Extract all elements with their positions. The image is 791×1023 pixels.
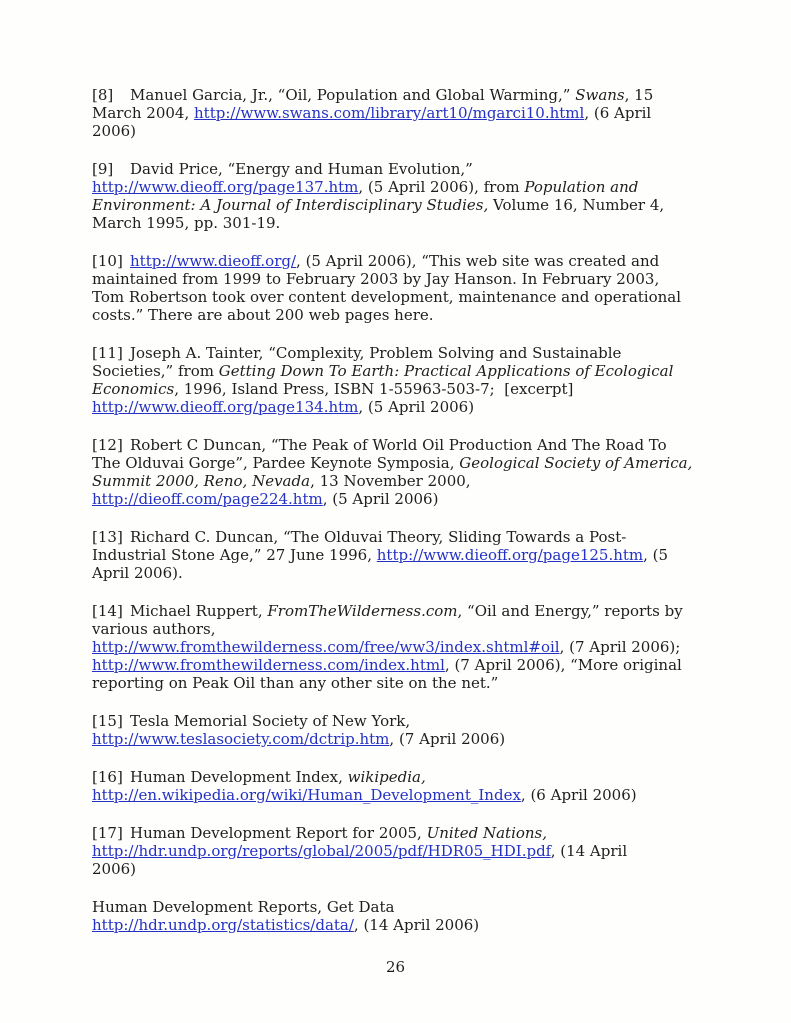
body-text: , (5 April 2006) (358, 398, 475, 416)
reference-line (92, 768, 751, 786)
italic-text: Environment: A Journal of Interdisciplinary Studies, (92, 196, 489, 214)
body-text: Industrial Stone Age,” 27 June 1996, (92, 546, 377, 564)
reference-line (92, 842, 751, 860)
body-text: various authors, (92, 620, 216, 638)
body-text: Human Development Reports, Get Data (92, 898, 395, 916)
body-text: , (6 April (584, 104, 652, 122)
reference-entry (92, 436, 751, 508)
reference-entry (92, 768, 751, 804)
reference-link[interactable]: http://www.dieoff.org/ (130, 252, 297, 270)
body-text: Robert C Duncan, “The Peak of World Oil Production And The Road To (130, 436, 667, 454)
body-text: , 13 November 2000, (310, 472, 471, 490)
body-text: Tom Robertson took over content development, maintenance and operational (92, 288, 682, 306)
body-text: , 1996, Island Press, ISBN 1-55963-503-7; [excerpt] (174, 380, 574, 398)
reference-entry (92, 252, 751, 324)
reference-number: [10] (92, 252, 123, 270)
page-number: 26 (385, 958, 406, 976)
body-text: Volume 16, Number 4, (488, 196, 665, 214)
reference-line (92, 602, 751, 620)
italic-text: Population and (524, 178, 639, 196)
reference-line (92, 436, 751, 454)
reference-line (92, 252, 751, 270)
reference-line (92, 824, 751, 842)
reference-link[interactable]: http://dieoff.com/page224.htm (92, 490, 323, 508)
reference-line (92, 656, 751, 674)
reference-entry (92, 824, 751, 878)
body-text: 2006) (92, 122, 137, 140)
reference-number: [12] (92, 436, 123, 454)
body-text: Manuel Garcia, Jr., “Oil, Population and Global Warming,” (130, 86, 576, 104)
reference-line (92, 362, 751, 380)
body-text: , (5 April 2006), from (358, 178, 525, 196)
body-text: , (6 April 2006) (520, 786, 637, 804)
reference-entry (92, 160, 751, 232)
italic-text: FromTheWilderness.com (267, 602, 458, 620)
reference-line (92, 214, 751, 232)
reference-line (92, 564, 751, 582)
body-text: Richard C. Duncan, “The Olduvai Theory, Sliding Towards a Post- (130, 528, 627, 546)
reference-line (92, 86, 751, 104)
reference-number: [14] (92, 602, 123, 620)
reference-number: [17] (92, 824, 123, 842)
body-text: David Price, “Energy and Human Evolution,” (130, 160, 473, 178)
reference-entry (92, 898, 751, 934)
body-text: , (5 April 2006), “This web site was created and (296, 252, 660, 270)
body-text: , (7 April 2006); (559, 638, 681, 656)
body-text: Human Development Index, (130, 768, 348, 786)
reference-entry (92, 86, 751, 140)
body-text: reporting on Peak Oil than any other site on the net.” (92, 674, 499, 692)
body-text: 2006) (92, 860, 137, 878)
reference-line (92, 160, 751, 178)
body-text: , (7 April 2006), “More original (444, 656, 682, 674)
reference-line (92, 674, 751, 692)
reference-line (92, 898, 751, 916)
reference-number: [8] (92, 86, 114, 104)
reference-number: [9] (92, 160, 114, 178)
reference-line (92, 196, 751, 214)
reference-line (92, 860, 751, 878)
body-text: , (14 April 2006) (353, 916, 480, 934)
reference-entry (92, 602, 751, 692)
reference-line (92, 490, 751, 508)
body-text: , “Oil and Energy,” reports by (457, 602, 683, 620)
italic-text: Summit 2000, Reno, Nevada (92, 472, 311, 490)
reference-entry (92, 712, 751, 748)
body-text: costs.” There are about 200 web pages here. (92, 306, 434, 324)
body-text: The Olduvai Gorge”, Pardee Keynote Symposia, (92, 454, 460, 472)
reference-link[interactable]: http://www.fromthewilderness.com/index.html (92, 656, 445, 674)
italic-text: Economics (92, 380, 175, 398)
reference-line (92, 454, 751, 472)
reference-line (92, 380, 751, 398)
reference-line (92, 288, 751, 306)
body-text: March 2004, (92, 104, 195, 122)
reference-link[interactable]: http://www.dieoff.org/page125.htm (376, 546, 644, 564)
body-text: March 1995, pp. 301-19. (92, 214, 281, 232)
reference-link[interactable]: http://www.dieoff.org/page137.htm (92, 178, 359, 196)
italic-text: Getting Down To Earth: Practical Applications of Ecological (218, 362, 674, 380)
reference-line (92, 270, 751, 288)
reference-line (92, 620, 751, 638)
reference-line (92, 398, 751, 416)
reference-line (92, 344, 751, 362)
reference-number: [13] (92, 528, 123, 546)
reference-line (92, 730, 751, 748)
italic-text: Swans (575, 86, 625, 104)
reference-line (92, 528, 751, 546)
reference-line (92, 712, 751, 730)
page-footer (0, 958, 791, 976)
reference-number: [15] (92, 712, 123, 730)
reference-entry (92, 528, 751, 582)
reference-line (92, 306, 751, 324)
body-text: , 15 (624, 86, 654, 104)
italic-text: wikipedia, (347, 768, 426, 786)
body-text: Michael Ruppert, (130, 602, 268, 620)
reference-link[interactable]: http://en.wikipedia.org/wiki/Human_Development_Index (92, 786, 521, 804)
reference-link[interactable]: http://www.swans.com/library/art10/mgarci10.html (194, 104, 585, 122)
reference-line (92, 104, 751, 122)
body-text: Joseph A. Tainter, “Complexity, Problem Solving and Sustainable (130, 344, 622, 362)
reference-line (92, 638, 751, 656)
body-text: , (14 April (550, 842, 628, 860)
italic-text: United Nations, (426, 824, 548, 842)
reference-link[interactable]: http://www.dieoff.org/page134.htm (92, 398, 359, 416)
reference-link[interactable]: http://www.teslasociety.com/dctrip.htm (92, 730, 390, 748)
body-text: , (7 April 2006) (389, 730, 506, 748)
reference-line (92, 178, 751, 196)
reference-line (92, 122, 751, 140)
body-text: , (5 (643, 546, 669, 564)
reference-link[interactable]: http://www.fromthewilderness.com/free/ww3/index.shtml#oil (92, 638, 560, 656)
body-text: Tesla Memorial Society of New York, (130, 712, 411, 730)
body-text: April 2006). (92, 564, 183, 582)
body-text: Societies,” from (92, 362, 219, 380)
reference-line (92, 546, 751, 564)
references-list (92, 86, 751, 934)
reference-entry (92, 344, 751, 416)
body-text: Human Development Report for 2005, (130, 824, 427, 842)
reference-line (92, 472, 751, 490)
reference-line (92, 786, 751, 804)
body-text: maintained from 1999 to February 2003 by Jay Hanson. In February 2003, (92, 270, 660, 288)
reference-line (92, 916, 751, 934)
reference-link[interactable]: http://hdr.undp.org/reports/global/2005/pdf/HDR05_HDI.pdf (92, 842, 551, 860)
body-text: , (5 April 2006) (322, 490, 439, 508)
italic-text: Geological Society of America, (459, 454, 693, 472)
reference-number: [11] (92, 344, 123, 362)
reference-link[interactable]: http://hdr.undp.org/statistics/data/ (92, 916, 354, 934)
reference-number: [16] (92, 768, 123, 786)
